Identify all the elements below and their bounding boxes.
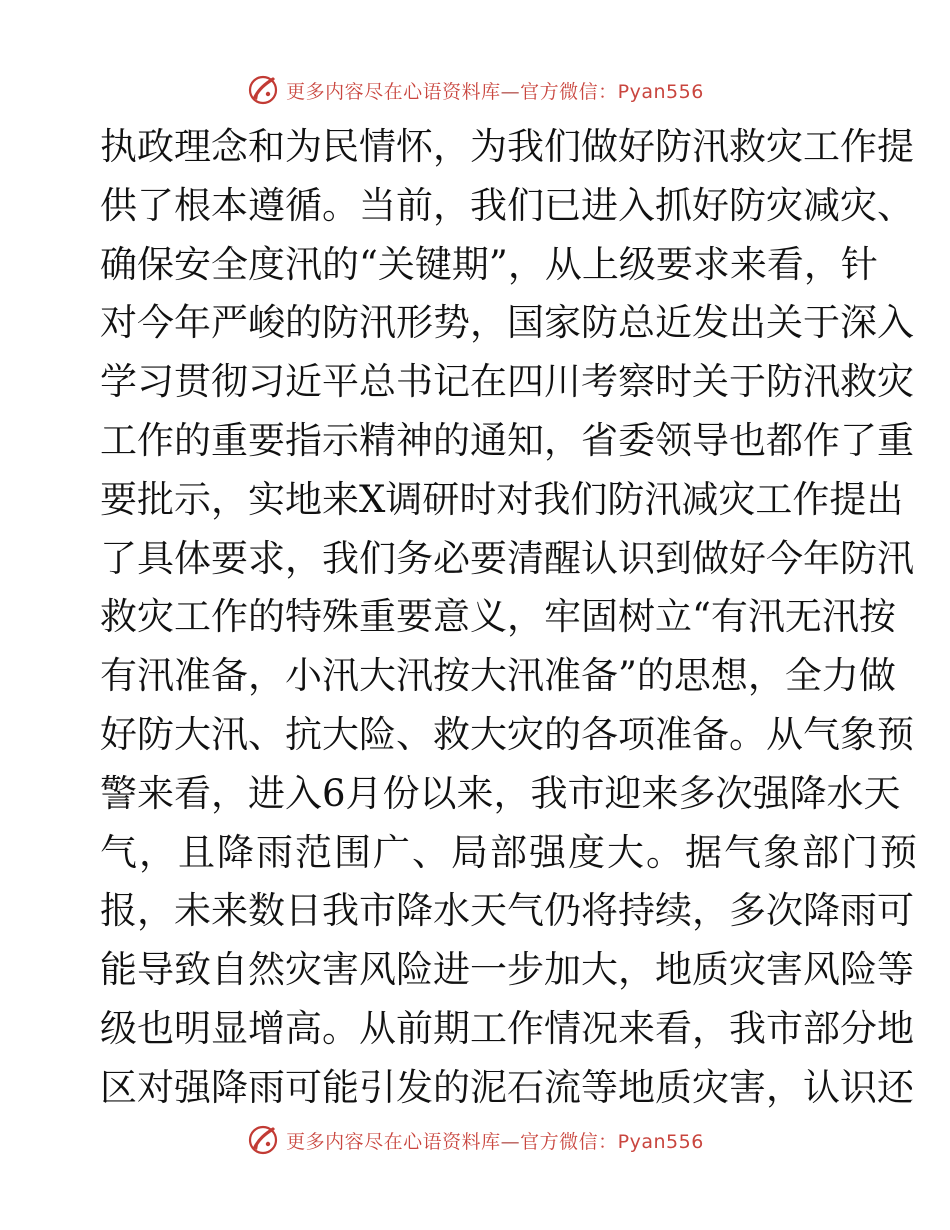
header-watermark-banner: [0, 70, 950, 110]
body-line: 供了根本遵循。当前，我们已进入抓好防灾减灾、: [100, 183, 914, 227]
body-line: 了具体要求，我们务必要清醒认识到做好今年防汛: [100, 536, 914, 580]
body-line: 有汛准备，小汛大汛按大汛准备”的思想，全力做: [100, 654, 896, 698]
body-line: 好防大汛、抗大险、救大灾的各项准备。从气象预: [100, 712, 914, 756]
banner-contact-text: 官方微信：Pyan556: [520, 1130, 704, 1153]
banner-separator: —: [500, 80, 521, 103]
body-line: 救灾工作的特殊重要意义，牢固树立“有汛无汛按: [100, 595, 896, 639]
ink-brush-logo-icon: [246, 1123, 280, 1157]
body-line: 执政理念和为民情怀，为我们做好防汛救灾工作提: [100, 125, 914, 168]
banner-library-text: 更多内容尽在心语资料库: [286, 1130, 501, 1153]
body-line: 报，未来数日我市降水天气仍将持续，多次降雨可: [100, 889, 914, 933]
body-line: 区对强降雨可能引发的泥石流等地质灾害，认识还: [100, 1065, 914, 1109]
body-line: 级也明显增高。从前期工作情况来看，我市部分地: [100, 1006, 914, 1050]
footer-banner-text: [286, 1127, 704, 1154]
footer-watermark-banner: [0, 1120, 950, 1160]
body-line: 气，且降雨范围广、局部强度大。据气象部门预: [100, 830, 919, 874]
banner-separator: —: [500, 1130, 521, 1153]
document-body: [100, 118, 919, 1118]
body-line: 工作的重要指示精神的通知，省委领导也都作了重: [100, 418, 914, 462]
ink-brush-logo-icon: [246, 73, 280, 107]
header-banner-text: [286, 77, 704, 104]
banner-library-text: 更多内容尽在心语资料库: [286, 80, 501, 103]
body-line: 警来看，进入6月份以来，我市迎来多次强降水天: [100, 771, 901, 815]
body-line: 对今年严峻的防汛形势，国家防总近发出关于深入: [100, 301, 914, 345]
body-line: 学习贯彻习近平总书记在四川考察时关于防汛救灾: [100, 360, 914, 404]
body-line: 要批示，实地来X调研时对我们防汛减灾工作提出: [100, 477, 904, 521]
banner-contact-text: 官方微信：Pyan556: [520, 80, 704, 103]
body-line: 能导致自然灾害风险进一步加大，地质灾害风险等: [100, 948, 914, 992]
body-line: 确保安全度汛的“关键期”，从上级要求来看，针: [100, 242, 878, 286]
